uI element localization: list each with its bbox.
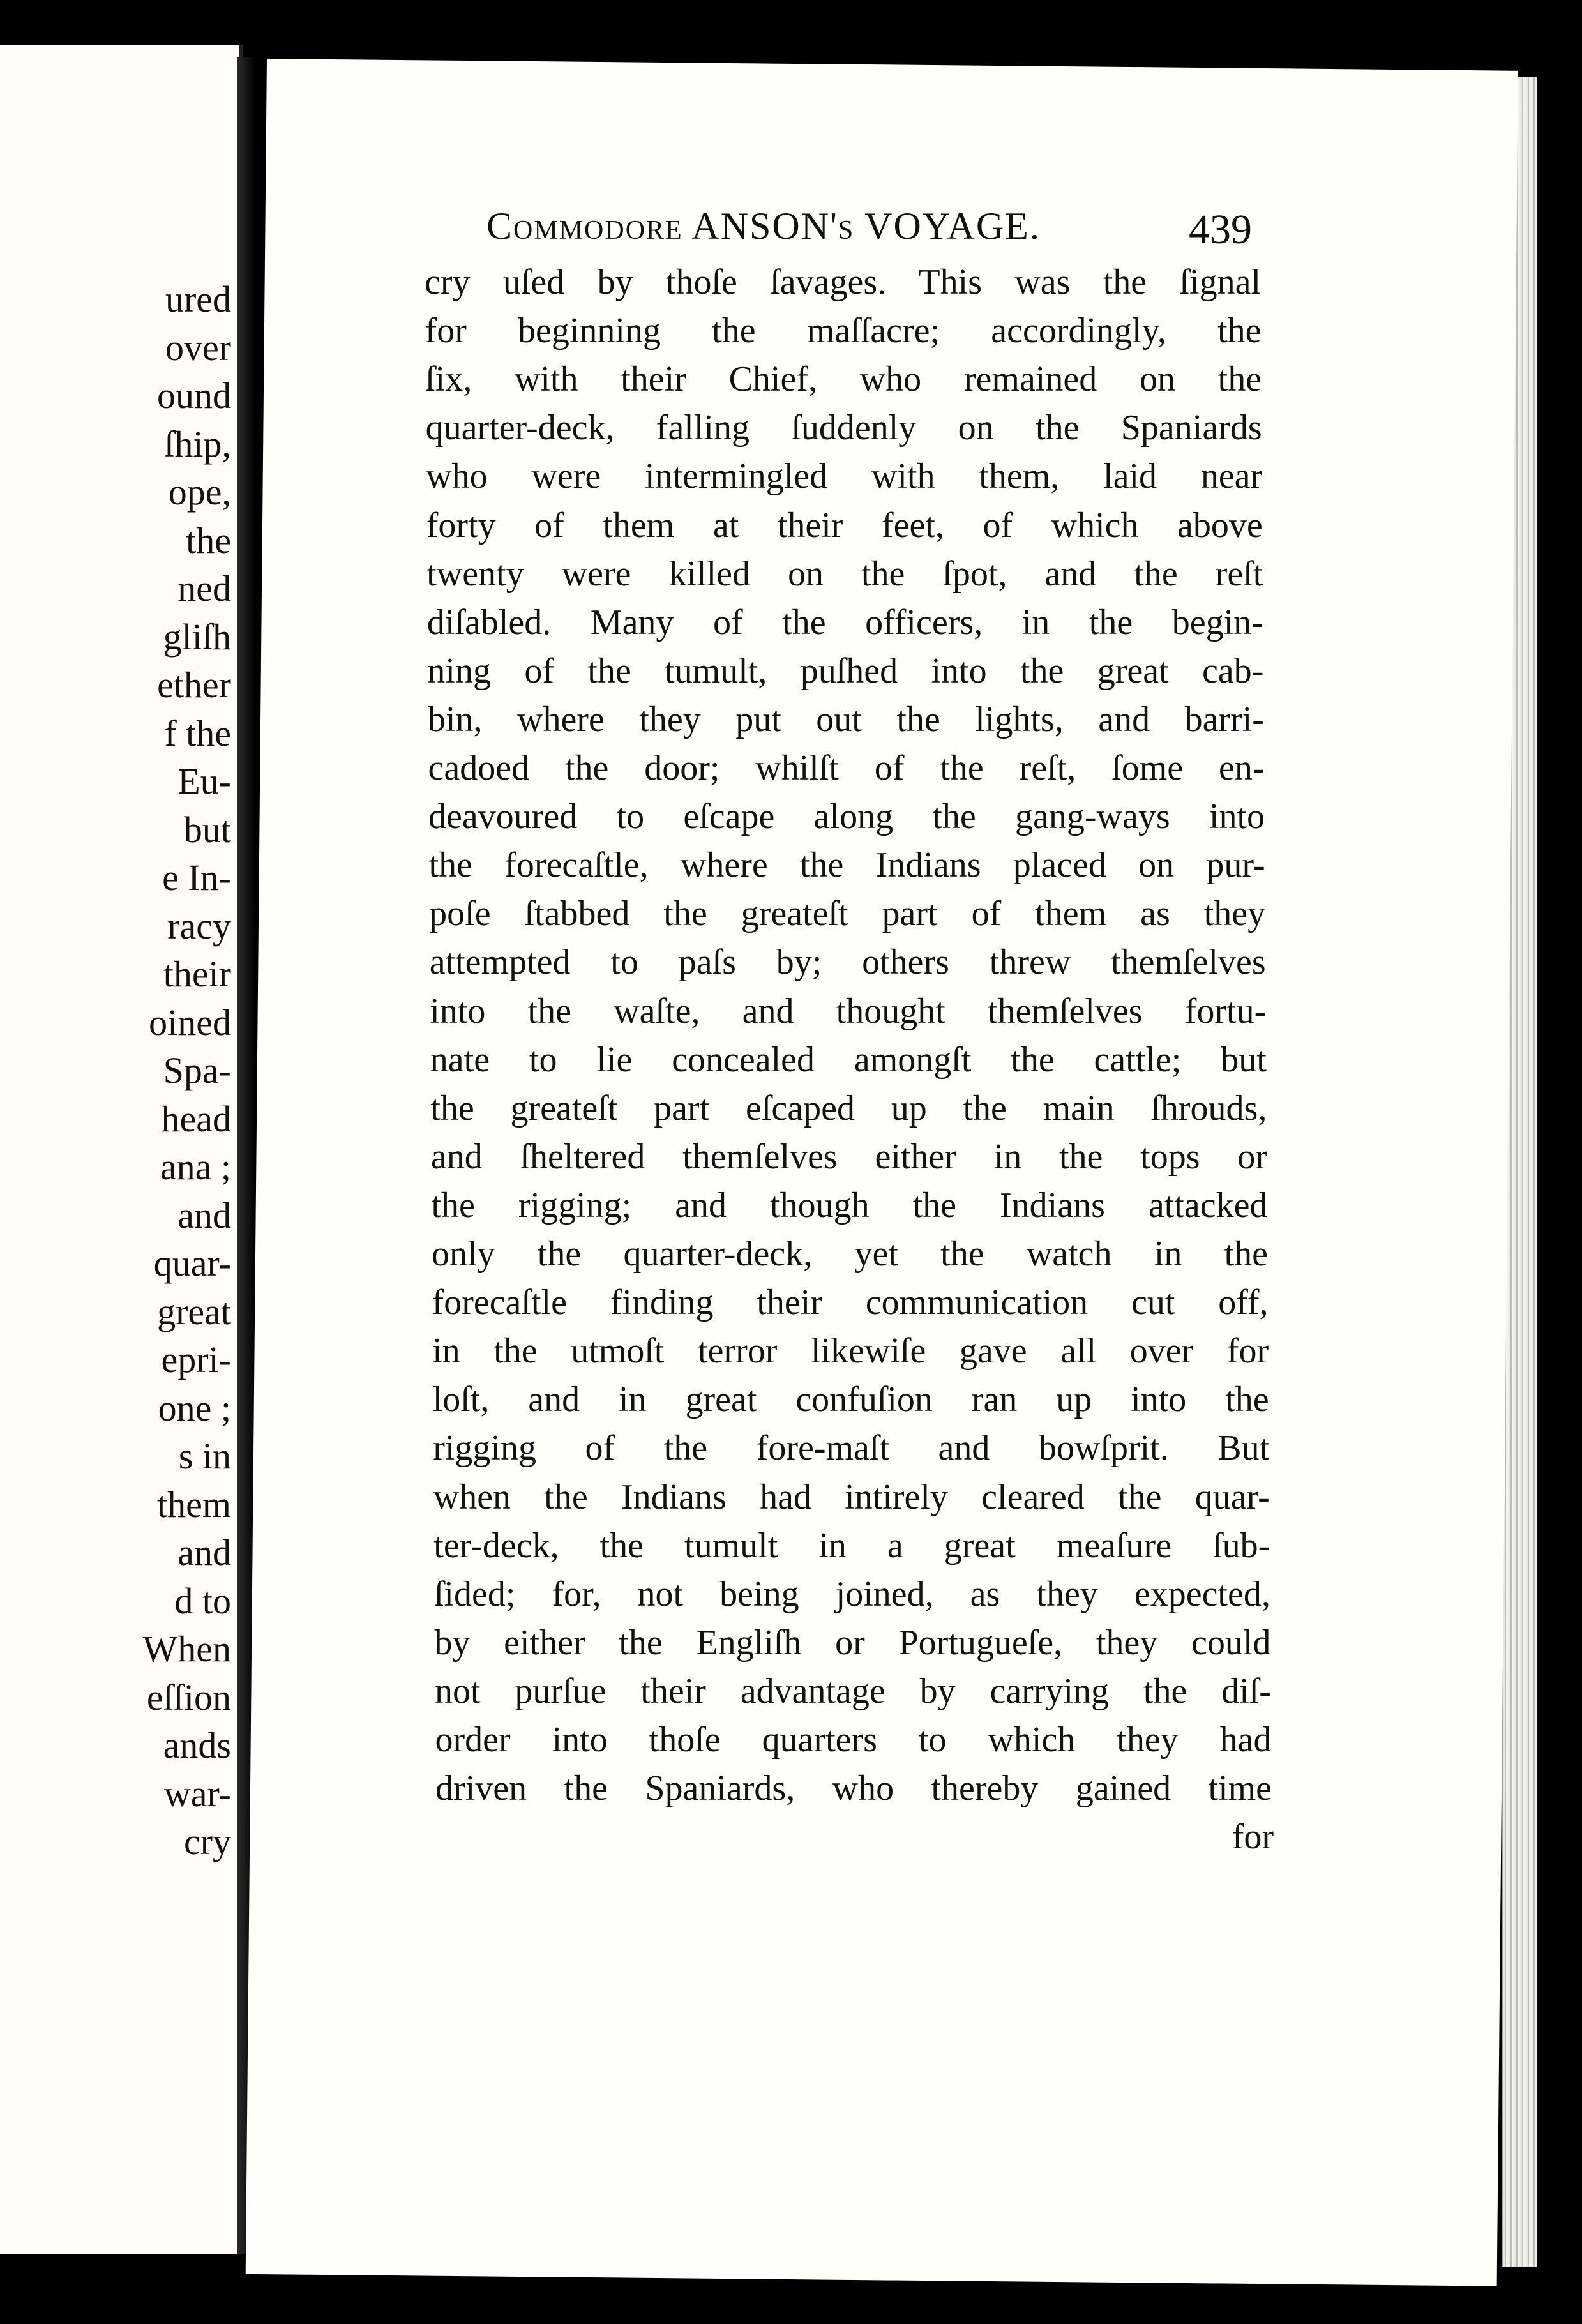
page-number: 439: [1189, 206, 1252, 253]
catchword: for: [1232, 1817, 1274, 1857]
text-line: who were intermingled with them, laid near: [426, 456, 1263, 497]
text-line: deavoured to eſcape along the gang-ways into: [428, 797, 1265, 837]
text-line: only the quarter-deck, yet the watch in the: [432, 1234, 1268, 1274]
facing-page-line: war-: [163, 1772, 231, 1815]
text-line: not purſue their advantage by carrying the diſ-: [434, 1671, 1271, 1711]
text-line: nate to lie concealed amongſt the cattle; but: [430, 1039, 1267, 1080]
facing-page-line: s in: [178, 1435, 231, 1477]
facing-page-line: f the: [164, 712, 231, 754]
text-line: into the waſte, and thought themſelves fortu-: [430, 991, 1267, 1031]
facing-page-line: ands: [163, 1724, 231, 1766]
text-line: attempted to paſs by; others threw themſelves: [429, 942, 1266, 983]
text-line: in the utmoſt terror likewiſe gave all over for: [432, 1331, 1269, 1371]
text-line: by either the Engliſh or Portugueſe, they could: [434, 1622, 1271, 1663]
text-line: and ſheltered themſelves either in the tops or: [430, 1136, 1267, 1177]
text-line: ſided; for, not being joined, as they expected,: [433, 1574, 1270, 1614]
facing-page-line: ether: [157, 664, 231, 706]
running-title: Commodore ANSON's VOYAGE.: [486, 205, 1041, 247]
text-line: driven the Spaniards, who thereby gained time: [435, 1769, 1272, 1809]
facing-page-line: them: [157, 1483, 231, 1525]
facing-page-left: [0, 45, 243, 2254]
text-line: quarter-deck, falling ſuddenly on the Spaniards: [425, 408, 1262, 448]
facing-page-line: cry: [183, 1821, 231, 1862]
text-line: the greateſt part eſcaped up the main ſhrouds,: [430, 1088, 1267, 1128]
text-line: ſix, with their Chief, who remained on the: [425, 359, 1262, 400]
page-header: [486, 204, 1270, 262]
facing-page-line: the: [186, 519, 231, 561]
facing-page-line: Eu-: [177, 760, 231, 802]
facing-page-line: great: [157, 1290, 231, 1332]
text-line: order into thoſe quarters to which they had: [435, 1720, 1272, 1760]
facing-page-line: head: [161, 1098, 231, 1140]
facing-page-line: one ;: [158, 1387, 231, 1429]
facing-page-line: racy: [167, 905, 231, 947]
text-line: diſabled. Many of the officers, in the begin-: [426, 602, 1263, 642]
text-line: for beginning the maſſacre; accordingly, the: [425, 311, 1262, 351]
facing-page-line: ope,: [168, 471, 231, 513]
text-line: twenty were killed on the ſpot, and the reſt: [426, 554, 1263, 594]
facing-page-line: their: [163, 953, 231, 995]
facing-page-line: d to: [174, 1580, 231, 1622]
facing-page-line: oined: [149, 1001, 231, 1043]
text-line: ter-deck, the tumult in a great meaſure ſub-: [433, 1525, 1270, 1566]
facing-page-line: quar-: [153, 1242, 231, 1284]
text-line: loſt, and in great confuſion ran up into the: [432, 1380, 1269, 1420]
facing-page-line: ound: [157, 375, 231, 416]
text-line: cry uſed by thoſe ſavages. This was the ſignal: [425, 262, 1261, 302]
text-line: ning of the tumult, puſhed into the great cab-: [427, 651, 1264, 691]
facing-page-line: Spa-: [163, 1050, 231, 1091]
facing-page-line: ana ;: [160, 1146, 231, 1188]
facing-page-line: gliſh: [163, 615, 231, 658]
body-text: [425, 262, 1274, 1922]
text-line: when the Indians had intirely cleared the quar-: [433, 1477, 1270, 1517]
facing-page-line: ured: [165, 278, 231, 320]
text-line: poſe ſtabbed the greateſt part of them as they: [429, 894, 1266, 934]
facing-page-line: epri-: [161, 1339, 231, 1380]
facing-page-text: [0, 278, 231, 1989]
text-line: bin, where they put out the lights, and barri-: [427, 699, 1264, 739]
text-line: cadoed the door; whilſt of the reſt, ſome en-: [428, 748, 1265, 788]
facing-page-line: and: [177, 1194, 231, 1236]
facing-page-line: When: [142, 1628, 231, 1670]
text-line: forty of them at their feet, of which above: [426, 505, 1263, 545]
facing-page-line: e In-: [162, 857, 231, 898]
facing-page-line: ned: [177, 568, 231, 609]
facing-page-line: over: [165, 326, 231, 368]
text-line: forecaſtle finding their communication cut off,: [432, 1283, 1269, 1323]
text-line: the forecaſtle, where the Indians placed on pur-: [428, 845, 1265, 886]
facing-page-line: eſſion: [146, 1676, 231, 1718]
facing-page-line: but: [183, 808, 231, 850]
facing-page-line: ſhip,: [164, 423, 231, 465]
text-line: rigging of the fore-maſt and bowſprit. But: [433, 1428, 1270, 1468]
facing-page-line: and: [177, 1532, 231, 1573]
text-line: the rigging; and though the Indians attacked: [431, 1185, 1268, 1225]
